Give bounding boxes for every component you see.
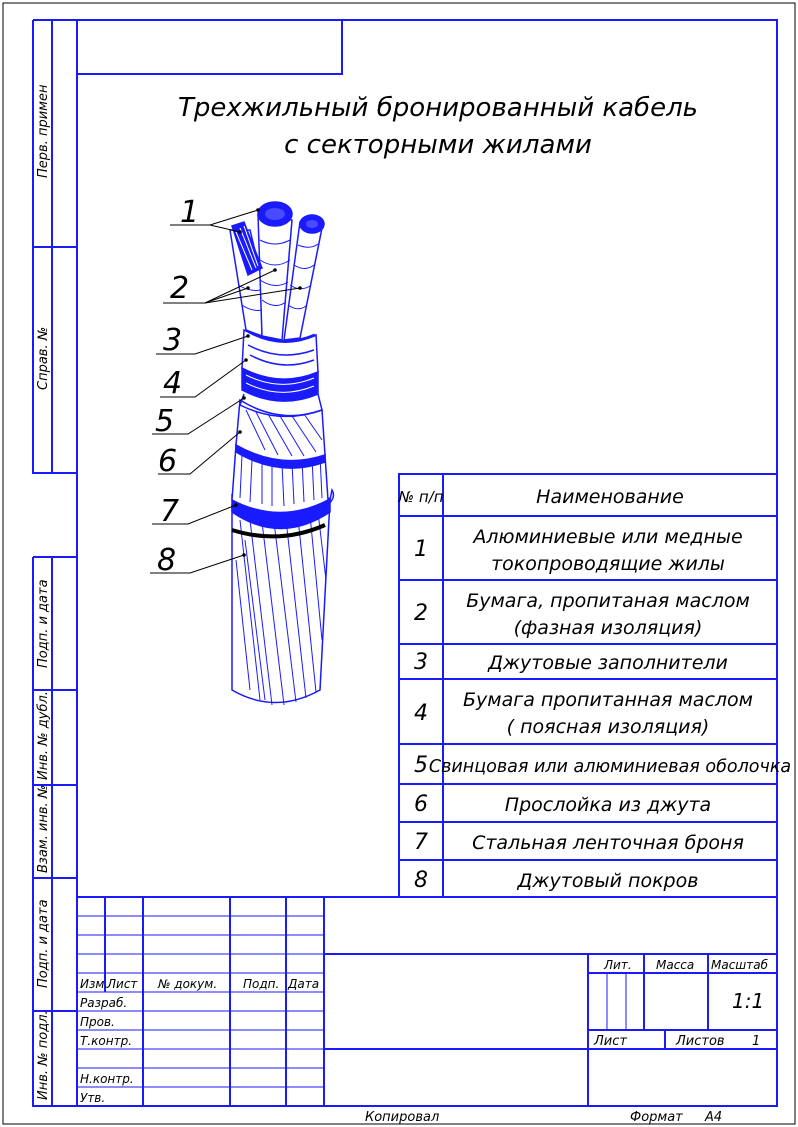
legend-row-4-line2: ( поясная изоляция)	[506, 716, 710, 738]
label-sprav-no: Справ. №	[36, 326, 51, 390]
stamp-nkontr: Н.контр.	[80, 1072, 134, 1086]
stamp-lines	[77, 897, 777, 1106]
callout-8: 8	[157, 543, 177, 578]
legend-row-1-line1: Алюминиевые или медные	[473, 526, 743, 548]
callout-4: 4	[163, 366, 183, 401]
legend-row-2-line1: Бумага, пропитаная маслом	[466, 590, 750, 612]
legend-row-2-line2: (фазная изоляция)	[513, 617, 703, 639]
label-podp-data-1: Подп. и дата	[36, 579, 51, 668]
legend-row-6-line1: Прослойка из джута	[504, 794, 712, 816]
callout-3: 3	[163, 323, 183, 358]
label-inv-dubl: Инв. № дубл.	[36, 691, 51, 780]
footer-format-value: А4	[705, 1110, 723, 1125]
stamp-masshtab: Масштаб	[711, 958, 769, 972]
legend-row-2-num: 2	[414, 601, 428, 626]
stamp-list-label: Лист	[594, 1034, 627, 1049]
legend-text	[397, 486, 791, 893]
legend-row-1-line2: токопроводящие жилы	[491, 553, 725, 575]
legend-row-3-line1: Джутовые заполнители	[488, 652, 728, 674]
stamp-listov-label: Листов	[676, 1034, 725, 1049]
stamp-tkontr: Т.контр.	[80, 1034, 133, 1048]
legend-row-6-num: 6	[414, 792, 428, 817]
stamp-data: Дата	[288, 977, 320, 991]
callout-6: 6	[158, 444, 178, 479]
stamp-no-dokum: № докум.	[158, 977, 218, 991]
stamp-razrab: Разраб.	[80, 996, 128, 1010]
footer	[365, 1110, 722, 1125]
callout-2: 2	[170, 271, 190, 306]
label-inv-podl: Инв. № подл.	[36, 1010, 51, 1100]
label-podp-data-2: Подп. и дата	[36, 899, 51, 988]
stamp-prov: Пров.	[80, 1015, 115, 1029]
legend-row-5-num: 5	[414, 753, 428, 778]
footer-format-label: Формат	[630, 1110, 683, 1125]
callout-5: 5	[155, 404, 175, 439]
title-line-2: с секторными жилами	[284, 130, 592, 160]
callout-7: 7	[160, 494, 180, 529]
legend-row-1-num: 1	[414, 537, 428, 562]
stamp-scale-value: 1:1	[732, 989, 765, 1013]
legend-row-5-line1: Свинцовая или алюминиевая оболочка	[428, 757, 792, 777]
callout-1: 1	[180, 195, 200, 230]
legend-header-num: № п/п	[398, 488, 444, 506]
legend-row-4-num: 4	[414, 701, 428, 726]
legend-header-name: Наименование	[536, 486, 684, 508]
legend-row-8-line1: Джутовый покров	[517, 870, 699, 892]
legend-row-8-num: 8	[414, 868, 428, 893]
legend-row-4-line1: Бумага пропитанная маслом	[463, 689, 753, 711]
stamp-massa: Масса	[656, 958, 695, 972]
legend-row-3-num: 3	[414, 650, 428, 675]
legend-row-7-line1: Стальная ленточная броня	[472, 832, 744, 854]
cable-illustration	[230, 202, 334, 705]
stamp-utv: Утв.	[80, 1091, 106, 1105]
stamp-thin-lines	[77, 916, 626, 1087]
stamp-list: Лист	[107, 977, 138, 991]
top-left-box	[77, 20, 342, 74]
label-perv-primen: Перв. примен	[36, 84, 51, 178]
callout-numbers	[155, 195, 199, 578]
title-line-1: Трехжильный бронированный кабель	[177, 93, 699, 123]
stamp-listov-value: 1	[752, 1034, 761, 1049]
left-strip-labels	[36, 84, 51, 1100]
stamp-izm: Изм.	[80, 977, 109, 991]
legend-row-7-num: 7	[414, 830, 428, 855]
footer-kopiroval: Копировал	[365, 1110, 440, 1125]
stamp-podp: Подп.	[243, 977, 280, 991]
stamp-lit: Лит.	[604, 958, 632, 972]
label-vzam-inv: Взам. инв. №	[36, 784, 51, 873]
